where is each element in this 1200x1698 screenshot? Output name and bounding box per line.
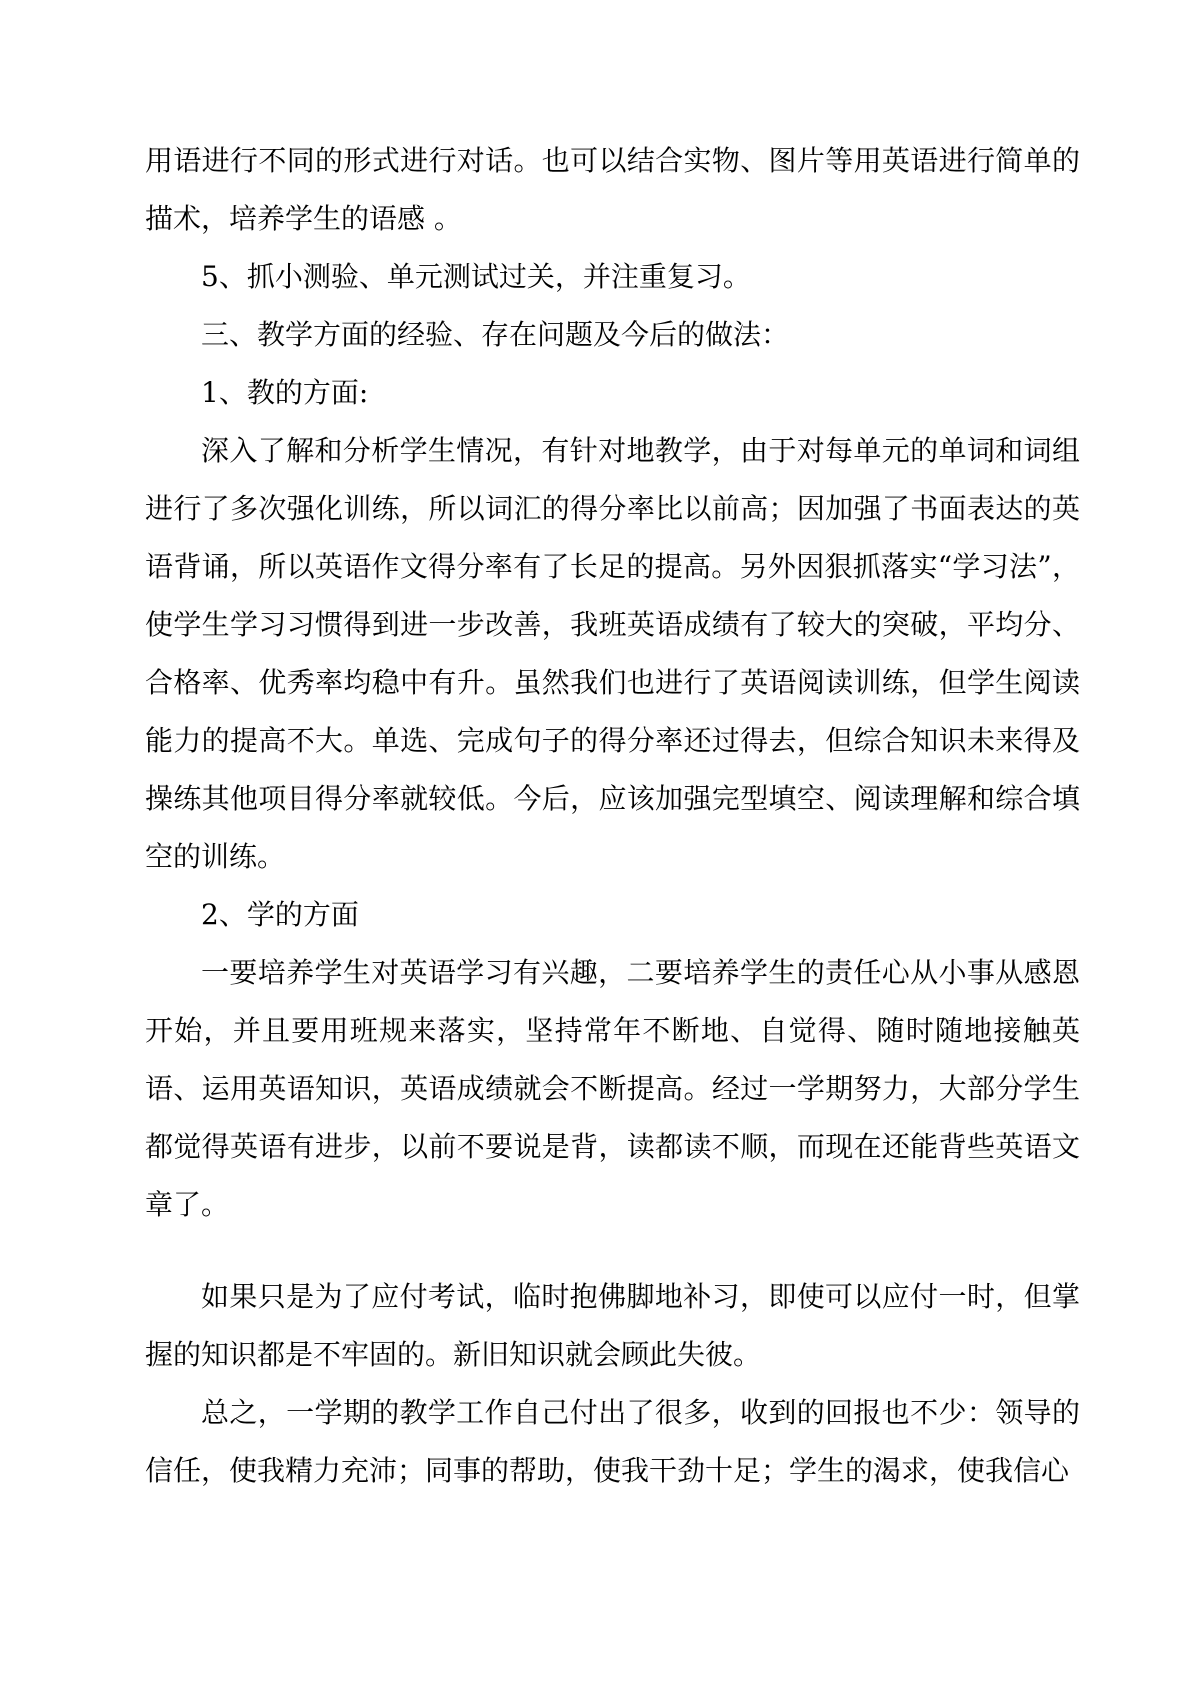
document-page: [145, 132, 1080, 1500]
paragraph-gap: [145, 1234, 1080, 1268]
paragraph-learning: 一要培养学生对英语学习有兴趣，二要培养学生的责任心从小事从感恩开始，并且要用班规来落实，坚持常年不断地、自觉得、随时随地接触英语、运用英语知识，英语成绩就会不断提高。经过一学期努力，大部分学生都觉得英语有进步，以前不要说是背，读都读不顺，而现在还能背些英语文章了。: [145, 956, 1080, 1221]
paragraph-teaching: 深入了解和分析学生情况，有针对地教学，由于对每单元的单词和词组进行了多次强化训练，所以词汇的得分率比以前高；因加强了书面表达的英语背诵，所以英语作文得分率有了长足的提高。另外因狠抓落实“学习法”，使学生学习习惯得到进一步改善，我班英语成绩有了较大的突破，平均分、合格率、优秀率均稳中有升。虽然我们也进行了英语阅读训练，但学生阅读能力的提高不大。单选、完成句子的得分率还过得去，但综合知识未来得及操练其他项目得分率就较低。今后，应该加强完型填空、阅读理解和综合填空的训练。: [145, 434, 1080, 873]
subheading-teaching: 1、教的方面:: [201, 376, 369, 409]
paragraph-dialogue: 用语进行不同的形式进行对话。也可以结合实物、图片等用英语进行简单的描术，培养学生的语感 。: [145, 144, 1080, 235]
section-heading-3: 三、教学方面的经验、存在问题及今后的做法：: [201, 318, 790, 351]
paragraph-summary: 总之，一学期的教学工作自己付出了很多，收到的回报也不少：领导的信任，使我精力充沛；同事的帮助，使我干劲十足；学生的渴求，使我信心: [145, 1396, 1080, 1487]
paragraph-point-5: 5、抓小测验、单元测试过关，并注重复习。: [201, 260, 751, 293]
paragraph-exam: 如果只是为了应付考试，临时抱佛脚地补习，即使可以应付一时，但掌握的知识都是不牢固的。新旧知识就会顾此失彼。: [145, 1280, 1080, 1371]
subheading-learning: 2、学的方面: [201, 898, 359, 931]
